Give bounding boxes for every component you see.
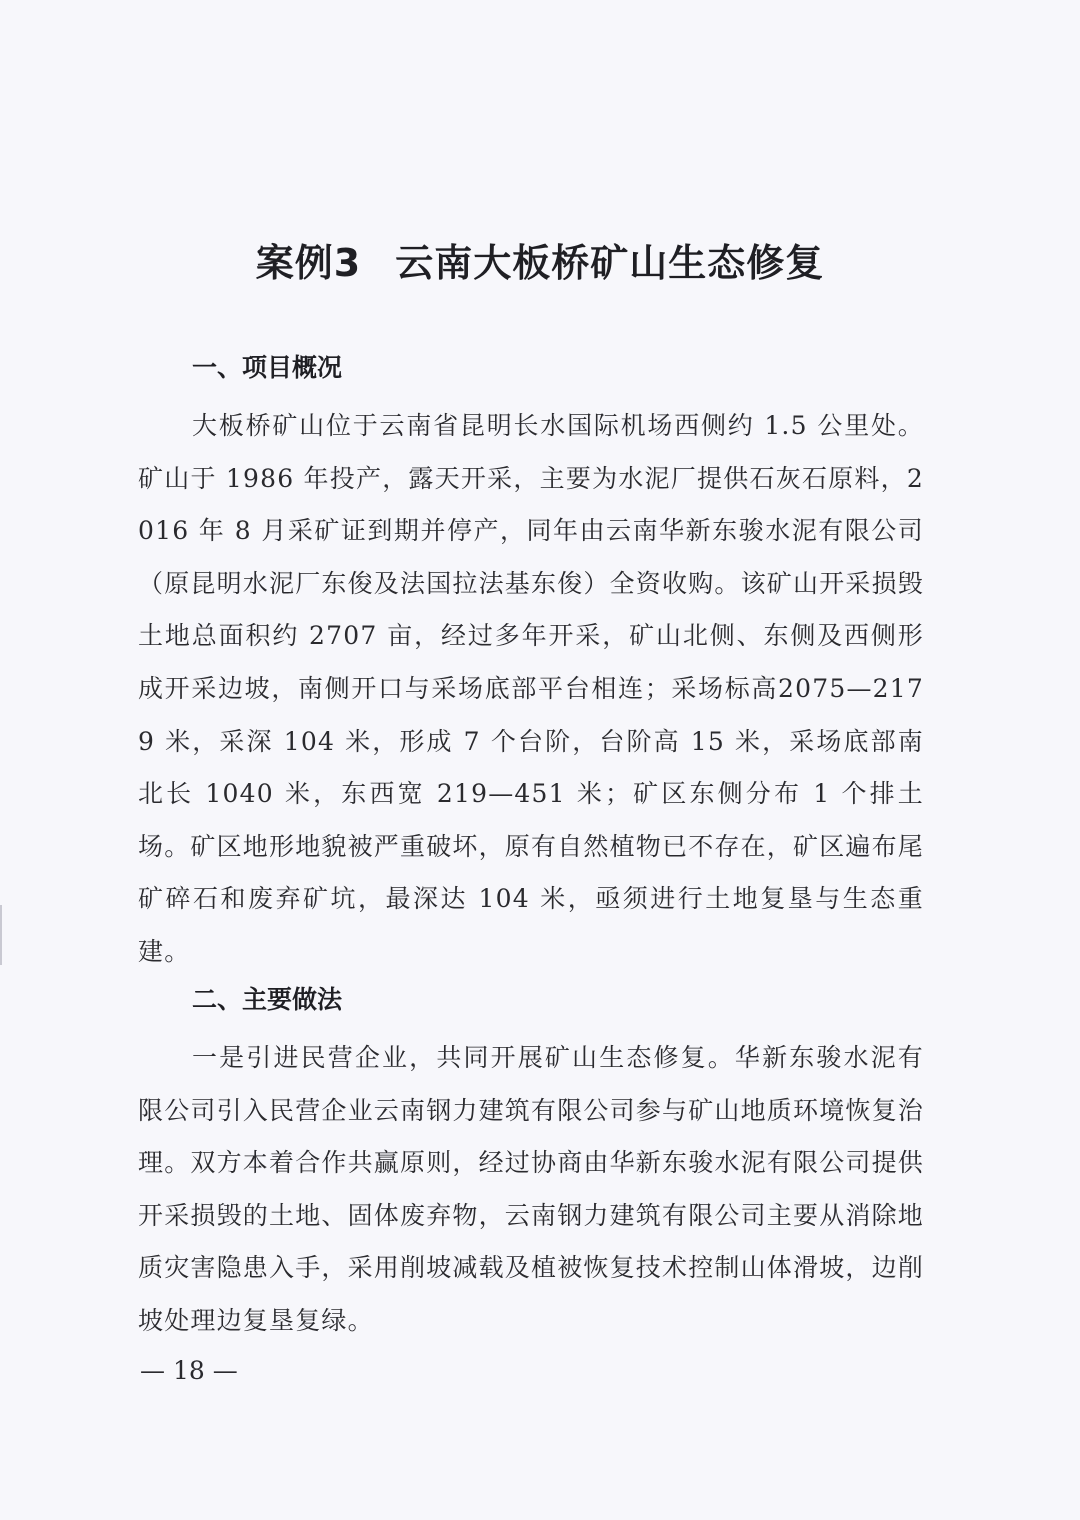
title-case-number: 案例3 bbox=[255, 241, 362, 285]
section-project-overview bbox=[138, 348, 924, 979]
section-paragraph: 大板桥矿山位于云南省昆明长水国际机场西侧约 1.5 公里处。矿山于 1986 年投产，露天开采，主要为水泥厂提供石灰石原料，2016 年 8 月采矿证到期并停产，同年由云南华新东骏水泥有限公司（原昆明水泥厂东俊及法国拉法基东俊）全资收购。该矿山开采损毁土地总面积约 2707 亩，经过多年开采，矿山北侧、东侧及西侧形成开采边坡，南侧开口与采场底部平台相连；采场标高2075—2179 米，采深 104 米，形成 7 个台阶，台阶高 15 米，采场底部南北长 1040 米，东西宽 219—451 米；矿区东侧分布 1 个排土场。矿区地形地貌被严重破坏，原有自然植物已不存在，矿区遍布尾矿碎石和废弃矿坑，最深达 104 米，亟须进行土地复垦与生态重建。 bbox=[138, 411, 925, 966]
page-number: — 18 — bbox=[140, 1356, 238, 1385]
page-title bbox=[0, 232, 1080, 287]
section-main-practices bbox=[138, 980, 924, 1348]
scan-edge-mark bbox=[0, 905, 2, 965]
title-text: 云南大板桥矿山生态修复 bbox=[395, 241, 825, 285]
section-paragraph: 一是引进民营企业，共同开展矿山生态修复。华新东骏水泥有限公司引入民营企业云南钢力建筑有限公司参与矿山地质环境恢复治理。双方本着合作共赢原则，经过协商由华新东骏水泥有限公司提供开采损毁的土地、固体废弃物，云南钢力建筑有限公司主要从消除地质灾害隐患入手，采用削坡减载及植被恢复技术控制山体滑坡，边削坡处理边复垦复绿。 bbox=[138, 1043, 925, 1335]
section-heading: 一、项目概况 bbox=[192, 353, 343, 382]
section-heading: 二、主要做法 bbox=[192, 985, 343, 1014]
